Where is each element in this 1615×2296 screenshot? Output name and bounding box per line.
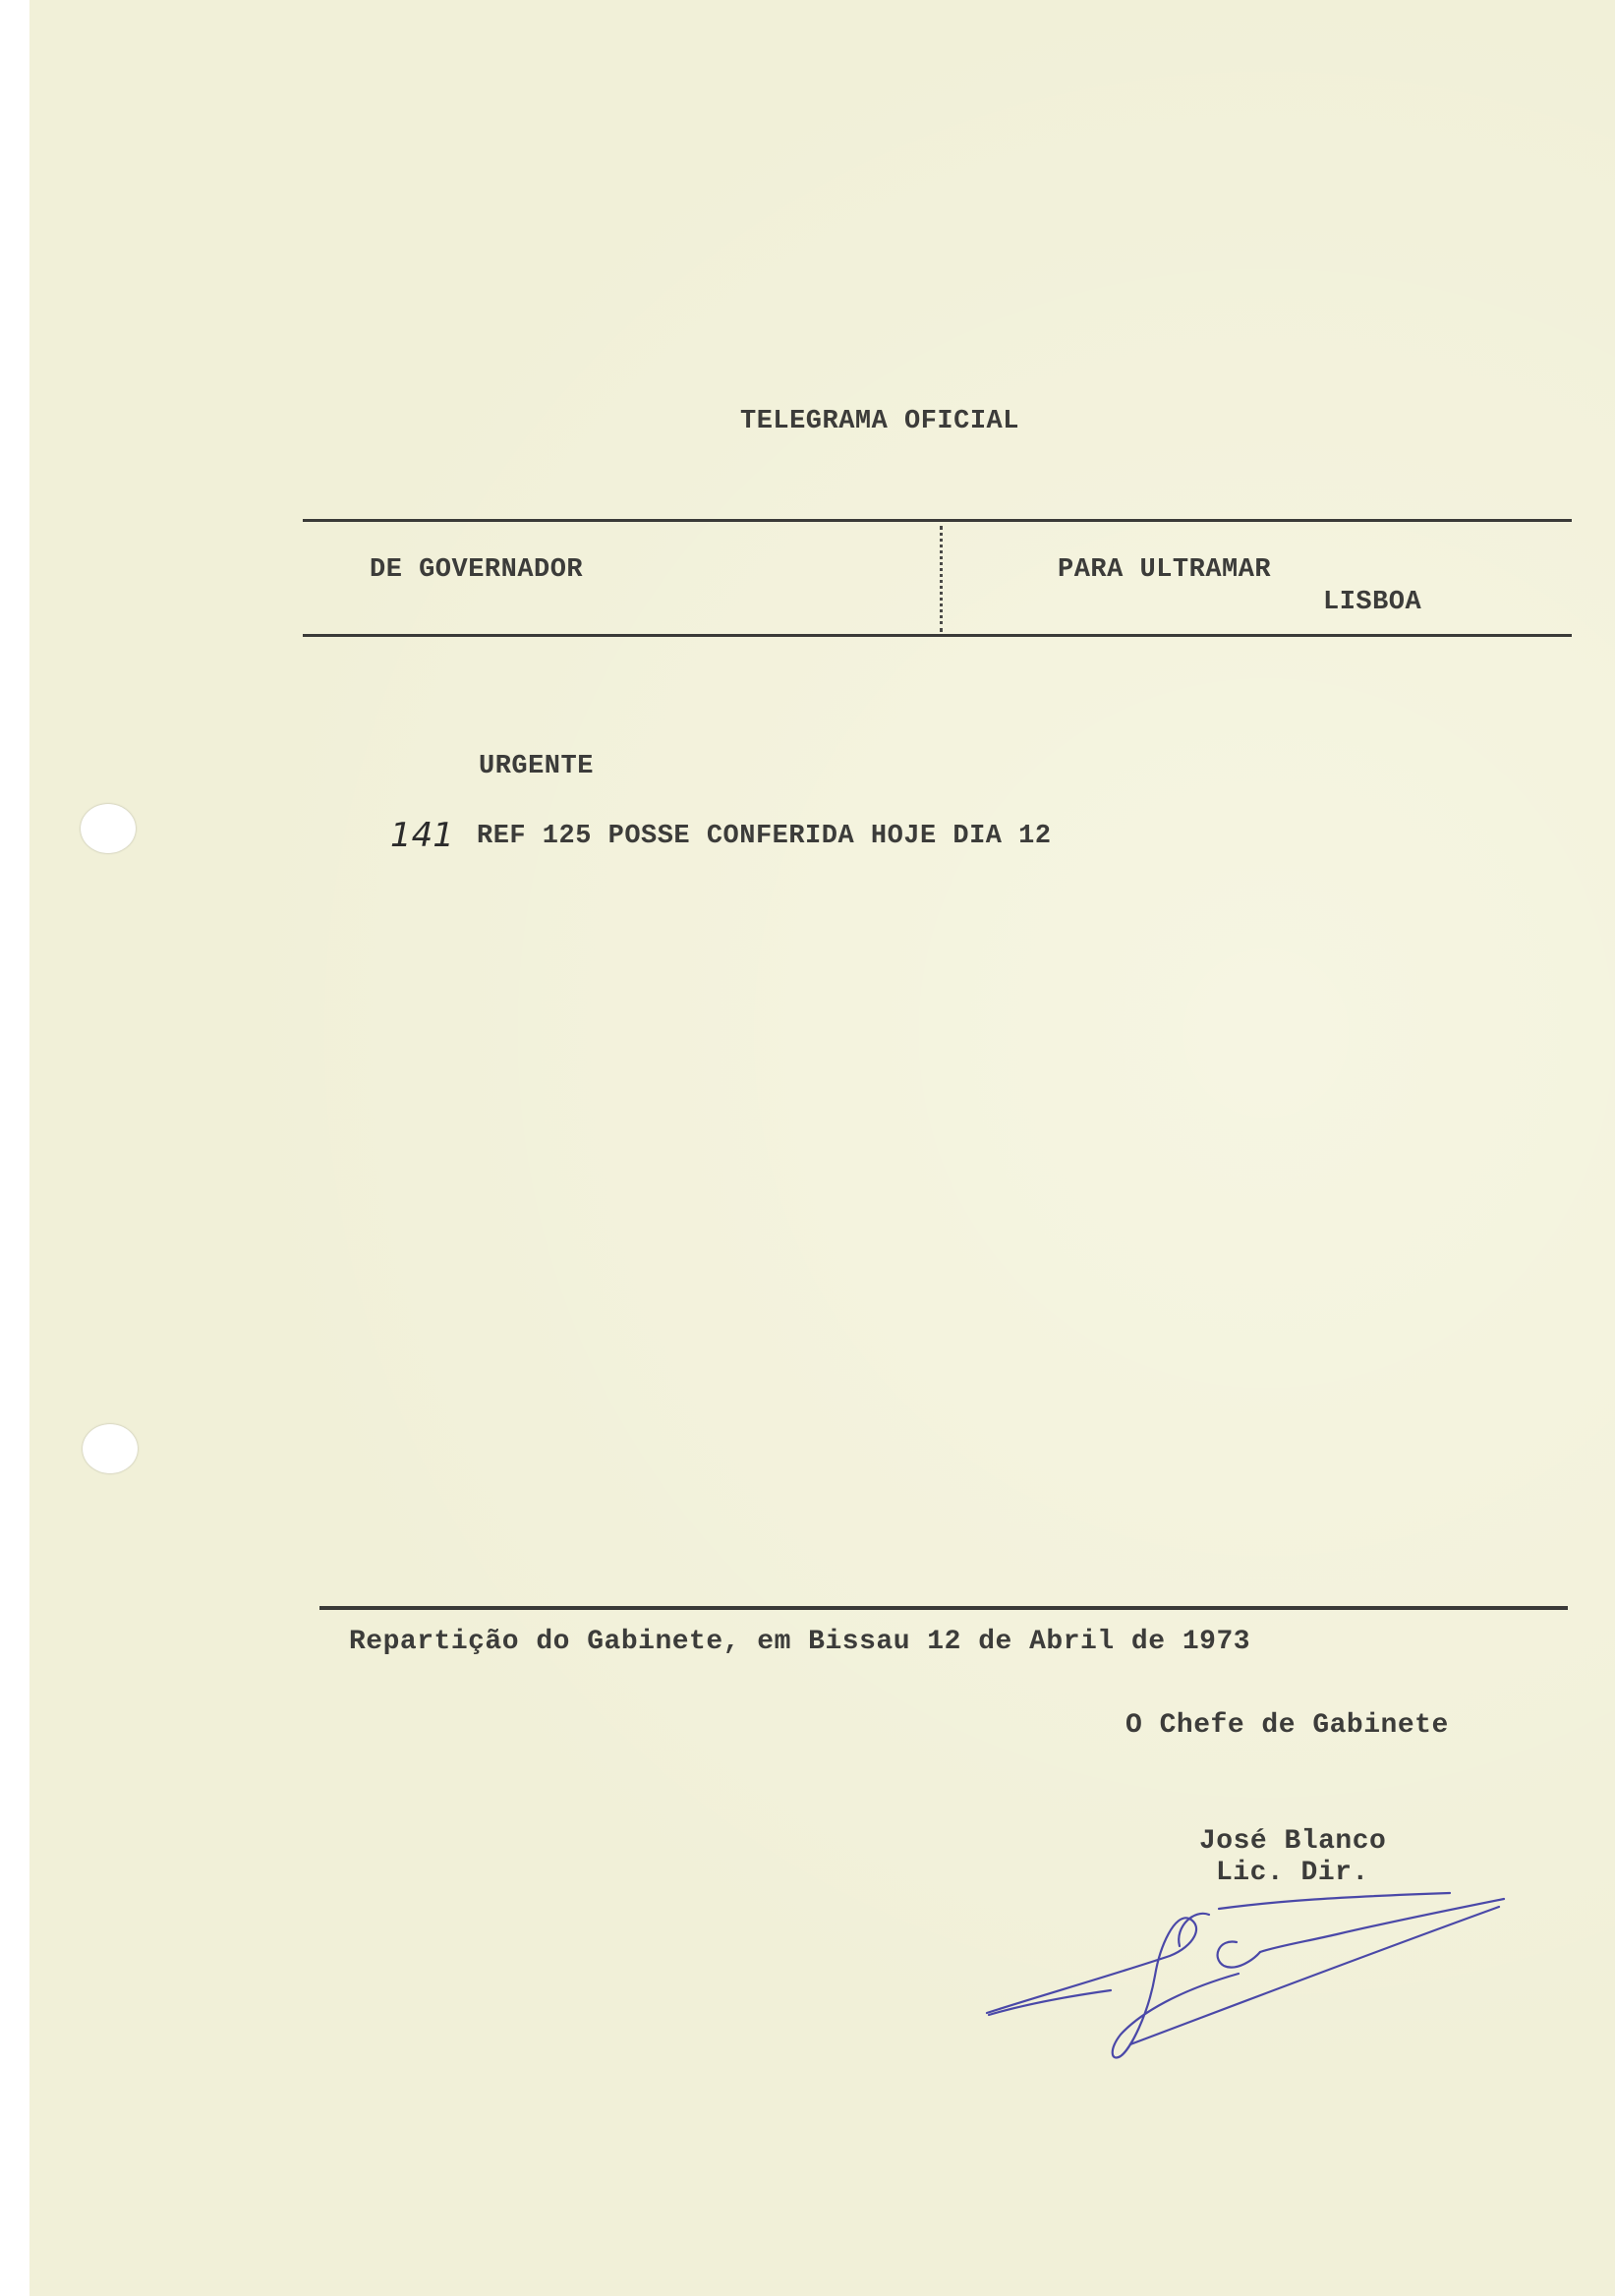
- recipient-field: PARA ULTRAMAR: [1058, 555, 1272, 585]
- message-body: REF 125 POSSE CONFERIDA HOJE DIA 12: [477, 822, 1052, 851]
- signer-role: O Chefe de Gabinete: [1125, 1710, 1449, 1741]
- punch-hole-lower: [83, 1424, 138, 1473]
- signature-mark: [983, 1887, 1514, 2064]
- header-divider: [940, 526, 943, 632]
- telegram-sheet: [29, 0, 1615, 2296]
- header-top-rule: [303, 519, 1572, 522]
- footer-rule: [319, 1606, 1568, 1610]
- place-date-line: Repartição do Gabinete, em Bissau 12 de Abril de 1973: [349, 1627, 1251, 1657]
- punch-hole-upper: [81, 804, 136, 853]
- sender-field: DE GOVERNADOR: [370, 555, 584, 585]
- priority-label: URGENTE: [479, 752, 594, 781]
- recipient-city: LISBOA: [1323, 588, 1422, 617]
- signer-name: José Blanco: [1199, 1826, 1387, 1857]
- handwritten-number: 141: [390, 816, 454, 855]
- signer-degree: Lic. Dir.: [1216, 1858, 1369, 1888]
- document-title: TELEGRAMA OFICIAL: [740, 407, 1019, 436]
- header-bottom-rule: [303, 634, 1572, 637]
